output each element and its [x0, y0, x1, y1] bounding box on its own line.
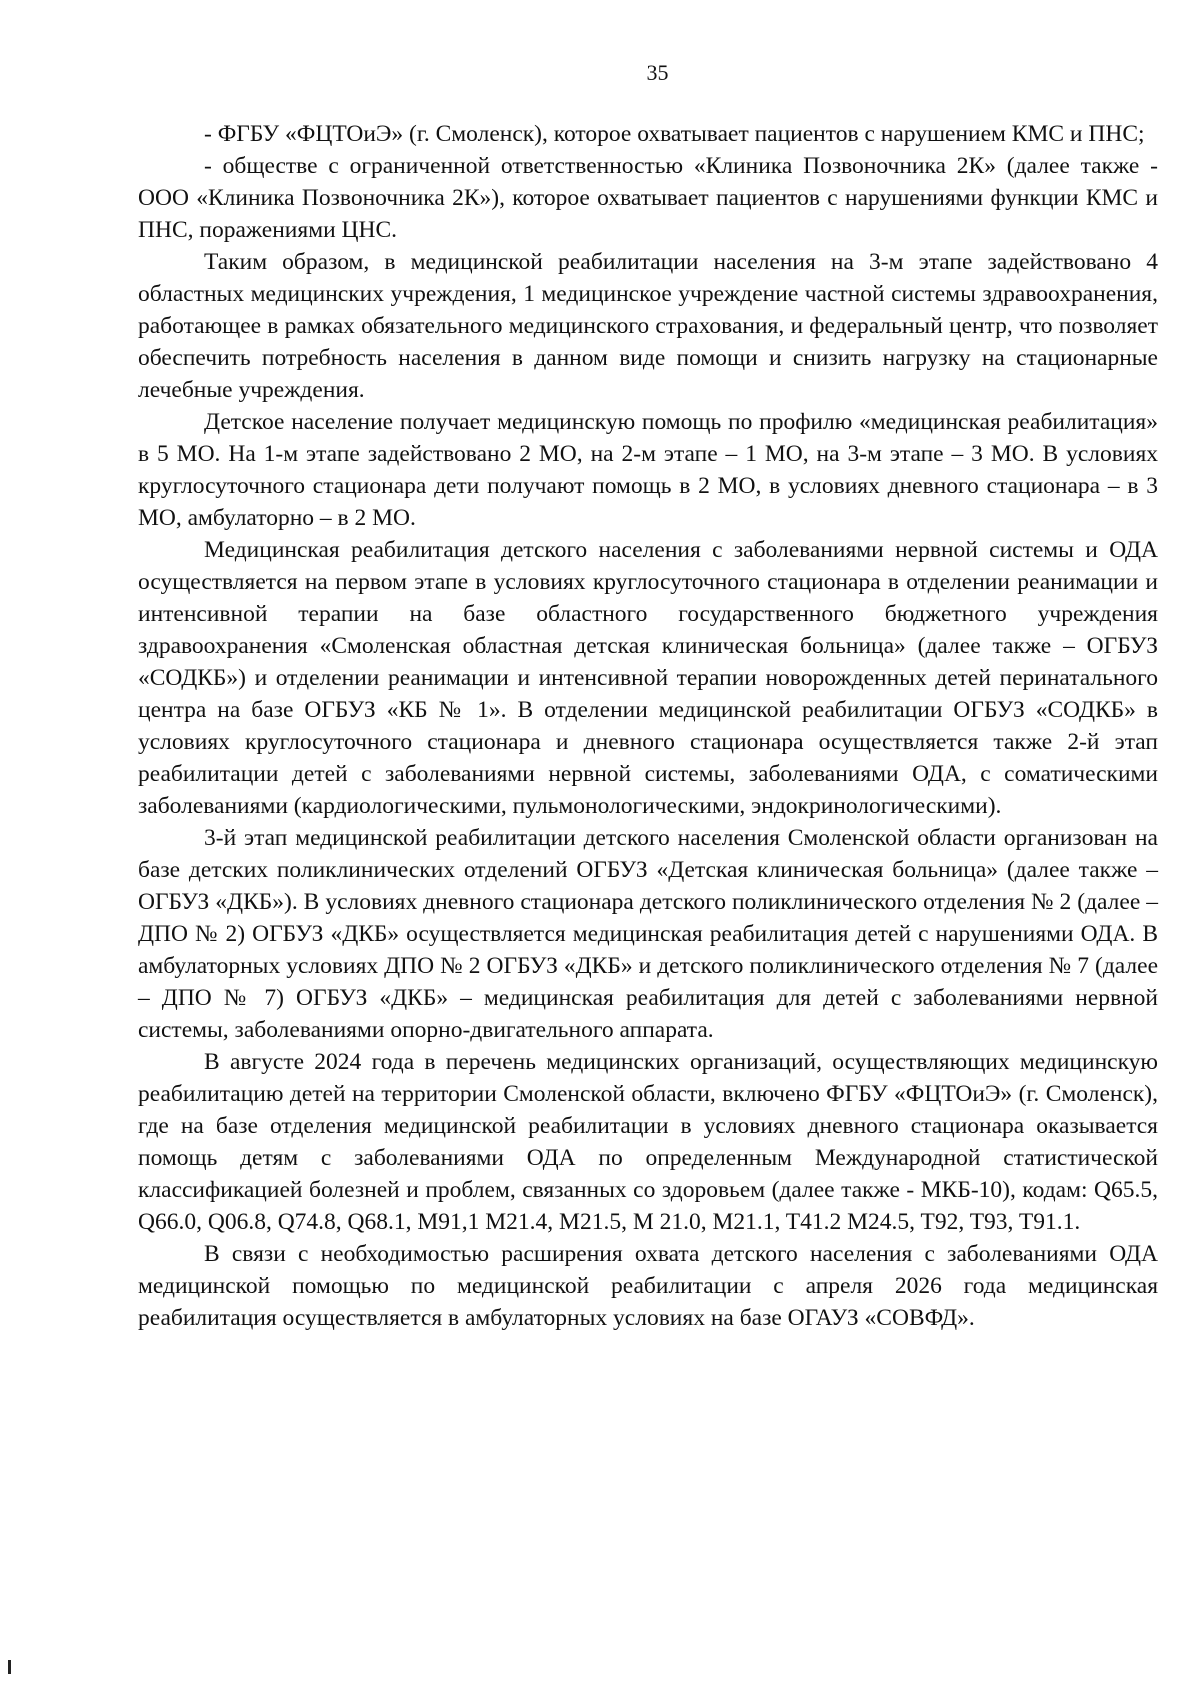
paragraph-children-overview: Детское население получает медицинскую помощь по профилю «медицинская реабилитация» в 5 МО. На 1-м этапе задействовано 2 МО, на 2-м этапе – 1 МО, на 3-м этапе – 3 МО. В условиях круглосуточного стационара дети получают помощь в 2 МО, в условиях дневного стационара – в 3 МО, амбулаторно – в 2 МО.: [138, 409, 1158, 531]
paragraph-august-2024: В августе 2024 года в перечень медицинских организаций, осуществляющих медицинскую реабилитацию детей на территории Смоленской области, включено ФГБУ «ФЦТОиЭ» (г. Смоленск), где на базе отделения медицинской реабилитации в условиях дневного стационара оказывается помощь детям с заболеваниями ОДА по определенным Международной статистической классификацией болезней и проблем, связанных со здоровьем (далее также - МКБ-10), кодам: Q65.5, Q66.0, Q06.8, Q74.8, Q68.1, M91,1 M21.4, M21.5, M 21.0, M21.1, T41.2 M24.5, T92, T93, T91.1.: [138, 1049, 1158, 1235]
paragraph-ooo-klinika: - обществе с ограниченной ответственностью «Клиника Позвоночника 2К» (далее также - ООО «Клиника Позвоночника 2К»), которое охватывает пациентов с нарушениями функции КМС и ПНС, поражениями ЦНС.: [138, 153, 1158, 243]
page-number: 35: [646, 60, 669, 85]
paragraph-stage-3-summary: Таким образом, в медицинской реабилитации населения на 3-м этапе задействовано 4 областных медицинских учреждения, 1 медицинское учреждение частной системы здравоохранения, работающее в рамках обязательного медицинского страхования, и федеральный центр, что позволяет обеспечить потребность населения в данном виде помощи и снизить нагрузку на стационарные лечебные учреждения.: [138, 249, 1158, 403]
paragraph-fgbu-fctoie: - ФГБУ «ФЦТОиЭ» (г. Смоленск), которое охватывает пациентов с нарушением КМС и ПНС;: [204, 121, 1145, 147]
paragraph-april-2026: В связи с необходимостью расширения охвата детского населения с заболеваниями ОДА медицинской помощью по медицинской реабилитации с апреля 2026 года медицинская реабилитация осуществляется в амбулаторных условиях на базе ОГАУЗ «СОВФД».: [138, 1241, 1158, 1331]
paragraph-children-stage-1-2: Медицинская реабилитация детского населения с заболеваниями нервной системы и ОДА осуществляется на первом этапе в условиях круглосуточного стационара в отделении реанимации и интенсивной терапии на базе областного государственного бюджетного учреждения здравоохранения «Смоленская областная детская клиническая больница» (далее также – ОГБУЗ «СОДКБ») и отделении реанимации и интенсивной терапии новорожденных детей перинатального центра на базе ОГБУЗ «КБ № 1». В отделении медицинской реабилитации ОГБУЗ «СОДКБ» в условиях круглосуточного стационара и дневного стационара осуществляется также 2-й этап реабилитации детей с заболеваниями нервной системы, заболеваниями ОДА, с соматическими заболеваниями (кардиологическими, пульмонологическими, эндокринологическими).: [138, 537, 1158, 819]
document-body: [138, 118, 1158, 1334]
scan-artifact-mark: [8, 1660, 11, 1674]
paragraph-children-stage-3: 3-й этап медицинской реабилитации детского населения Смоленской области организован на базе детских поликлинических отделений ОГБУЗ «Детская клиническая больница» (далее также – ОГБУЗ «ДКБ»). В условиях дневного стационара детского поликлинического отделения № 2 (далее – ДПО № 2) ОГБУЗ «ДКБ» осуществляется медицинская реабилитация детей с нарушениями ОДА. В амбулаторных условиях ДПО № 2 ОГБУЗ «ДКБ» и детского поликлинического отделения № 7 (далее – ДПО № 7) ОГБУЗ «ДКБ» – медицинская реабилитация для детей с заболеваниями нервной системы, заболеваниями опорно-двигательного аппарата.: [138, 825, 1158, 1043]
